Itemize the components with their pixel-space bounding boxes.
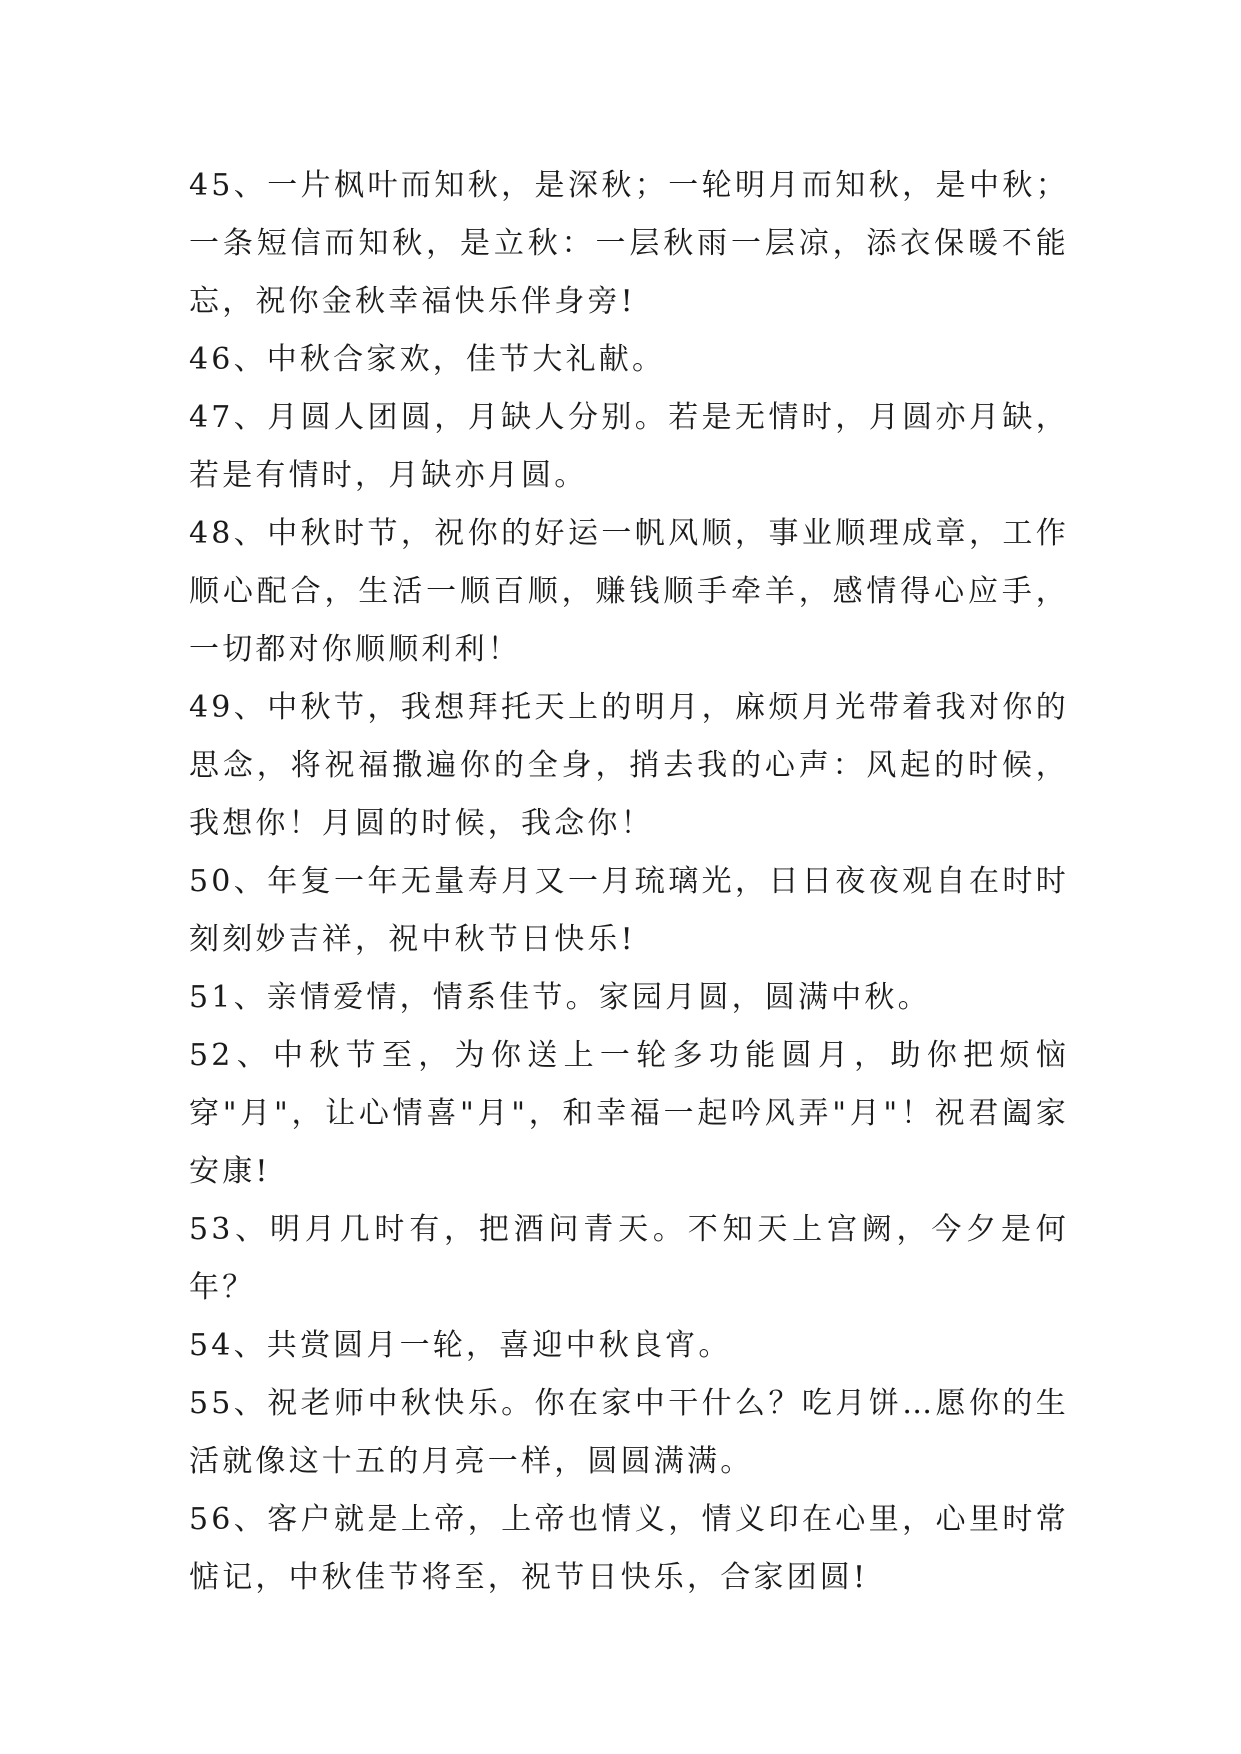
- greeting-entry-46: 46、中秋合家欢，佳节大礼献。: [189, 342, 666, 377]
- greeting-entry-54: 54、共赏圆月一轮，喜迎中秋良宵。: [189, 1328, 732, 1363]
- greeting-entry-47: 47、月圆人团圆，月缺人分别。若是无情时，月圆亦月缺，若是有情时，月缺亦月圆。: [189, 400, 1069, 493]
- greeting-entry-48: 48、中秋时节，祝你的好运一帆风顺，事业顺理成章，工作顺心配合，生活一顺百顺，赚钱顺手牵羊，感情得心应手，一切都对你顺顺利利！: [189, 516, 1069, 667]
- greeting-entry-52: 52、中秋节至，为你送上一轮多功能圆月，助你把烦恼穿"月"，让心情喜"月"，和幸福一起吟风弄"月"！祝君阖家安康!: [189, 1038, 1069, 1189]
- greeting-entry-49: 49、中秋节，我想拜托天上的明月，麻烦月光带着我对你的思念，将祝福撒遍你的全身，捎去我的心声：风起的时候，我想你！月圆的时候，我念你！: [189, 690, 1069, 841]
- greeting-entry-51: 51、亲情爱情，情系佳节。家园月圆，圆满中秋。: [189, 980, 931, 1015]
- greeting-entry-50: 50、年复一年无量寿月又一月琉璃光，日日夜夜观自在时时刻刻妙吉祥，祝中秋节日快乐!: [189, 864, 1069, 957]
- greeting-entry-45: 45、一片枫叶而知秋，是深秋；一轮明月而知秋，是中秋；一条短信而知秋，是立秋：一层秋雨一层凉，添衣保暖不能忘，祝你金秋幸福快乐伴身旁!: [189, 168, 1069, 319]
- greeting-entry-55: 55、祝老师中秋快乐。你在家中干什么？吃月饼…愿你的生活就像这十五的月亮一样，圆圆满满。: [189, 1386, 1069, 1479]
- greeting-entry-53: 53、明月几时有，把酒问青天。不知天上宫阙，今夕是何年？: [189, 1212, 1069, 1305]
- document-body: [189, 157, 1069, 1607]
- greeting-entry-56: 56、客户就是上帝，上帝也情义，情义印在心里，心里时常惦记，中秋佳节将至，祝节日快乐，合家团圆!: [189, 1502, 1069, 1595]
